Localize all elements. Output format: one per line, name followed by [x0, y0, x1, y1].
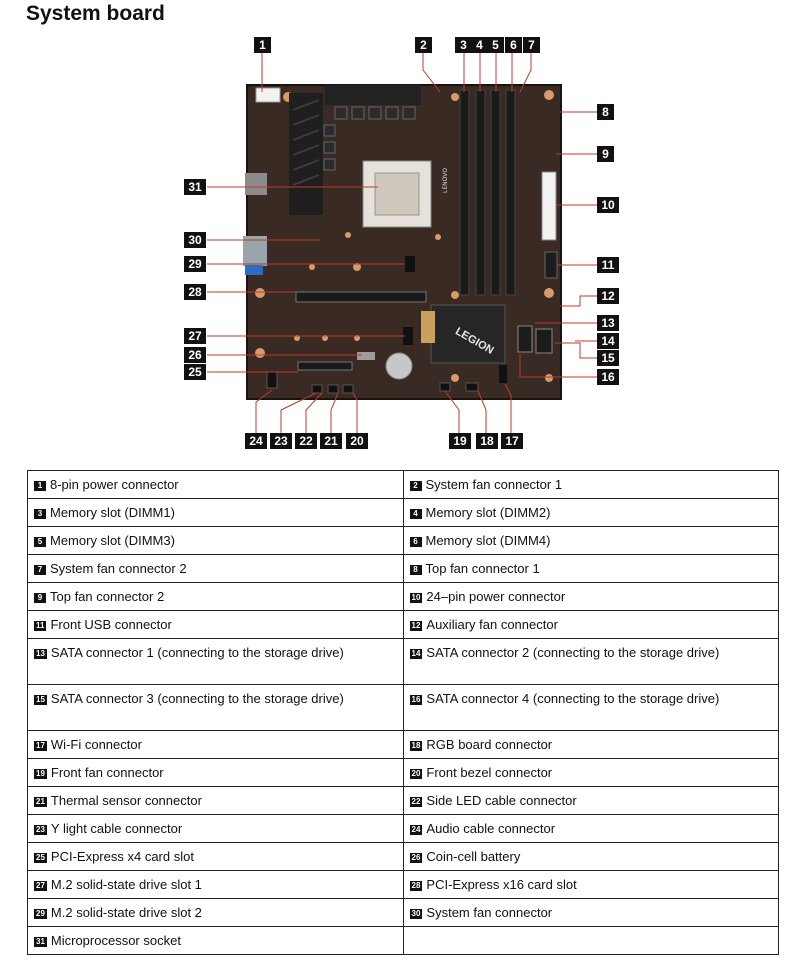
legend-row — [28, 927, 779, 955]
legend-number-badge: 9 — [34, 593, 46, 603]
legend-cell — [403, 583, 779, 611]
legend-cell — [28, 639, 404, 685]
callout-15: 15 — [597, 350, 619, 366]
legend-cell — [28, 843, 404, 871]
callout-19: 19 — [449, 433, 471, 449]
callout-31: 31 — [184, 179, 206, 195]
callout-1: 1 — [254, 37, 271, 53]
callout-5: 5 — [487, 37, 504, 53]
callout-3: 3 — [455, 37, 472, 53]
legend-description: Front fan connector — [50, 765, 164, 780]
callout-8: 8 — [597, 104, 614, 120]
pcie-x4-slot — [298, 362, 352, 370]
page-title: System board — [26, 2, 165, 25]
legend-number-badge: 3 — [34, 509, 46, 519]
legend-row — [28, 639, 779, 685]
callout-13: 13 — [597, 315, 619, 331]
callout-20: 20 — [346, 433, 368, 449]
callout-30: 30 — [184, 232, 206, 248]
pcie-x16-slot — [296, 292, 426, 302]
system-board-diagram — [0, 0, 799, 460]
component-legend-table — [27, 470, 779, 955]
callout-25: 25 — [184, 364, 206, 380]
legend-description: System fan connector — [426, 905, 553, 920]
legend-cell — [403, 843, 779, 871]
chipset-heatsink — [421, 305, 505, 363]
callout-4: 4 — [471, 37, 488, 53]
coin-cell-battery — [386, 353, 412, 379]
legend-cell — [28, 759, 404, 787]
legend-description: Memory slot (DIMM2) — [425, 505, 551, 520]
legend-number-badge: 19 — [36, 769, 45, 778]
legend-cell — [28, 527, 404, 555]
legend-row — [28, 843, 779, 871]
vrm-heatsink-top — [325, 85, 421, 105]
legend-description: Wi-Fi connector — [50, 737, 142, 752]
legend-cell — [28, 499, 404, 527]
legend-number-badge: 2 — [410, 481, 422, 491]
legend-cell — [28, 685, 404, 731]
legend-number-badge: 13 — [36, 649, 45, 658]
legend-row — [28, 555, 779, 583]
legend-row — [28, 583, 779, 611]
legend-description: Top fan connector 2 — [50, 589, 165, 604]
legend-cell — [28, 555, 404, 583]
legend-number-badge: 4 — [410, 509, 422, 519]
legend-number-badge: 8 — [410, 565, 422, 575]
legend-row — [28, 759, 779, 787]
legend-description: M.2 solid-state drive slot 2 — [50, 905, 202, 920]
legend-cell — [403, 899, 779, 927]
legend-number-badge: 14 — [411, 649, 421, 658]
legend-cell — [403, 639, 779, 685]
callout-29: 29 — [184, 256, 206, 272]
eight-pin-connector — [256, 88, 280, 102]
legend-description: SATA connector 2 (connecting to the storage drive) — [426, 645, 720, 660]
legend-description: PCI-Express x4 card slot — [50, 849, 194, 864]
legend-cell — [403, 685, 779, 731]
board-brand-label: LEGION — [453, 325, 496, 357]
callout-6: 6 — [505, 37, 522, 53]
legend-description: PCI-Express x16 card slot — [426, 877, 577, 892]
legend-description: Thermal sensor connector — [50, 793, 202, 808]
callout-24: 24 — [245, 433, 267, 449]
legend-number-badge: 1 — [34, 481, 46, 491]
legend-number-badge: 30 — [411, 909, 421, 918]
legend-cell — [403, 611, 779, 639]
legend-cell — [28, 731, 404, 759]
legend-number-badge: 20 — [411, 769, 421, 778]
legend-number-badge: 5 — [34, 537, 46, 547]
legend-number-badge: 11 — [36, 621, 45, 630]
legend-row — [28, 685, 779, 731]
legend-description: Audio cable connector — [426, 821, 556, 836]
legend-row — [28, 899, 779, 927]
legend-row — [28, 527, 779, 555]
legend-description: Coin-cell battery — [426, 849, 521, 864]
legend-number-badge: 25 — [36, 853, 45, 862]
legend-number-badge: 6 — [410, 537, 422, 547]
legend-row — [28, 471, 779, 499]
legend-number-badge: 26 — [411, 853, 421, 862]
legend-cell — [28, 787, 404, 815]
legend-number-badge: 12 — [411, 621, 421, 630]
callout-9: 9 — [597, 146, 614, 162]
legend-number-badge: 22 — [411, 797, 421, 806]
legend-cell — [28, 899, 404, 927]
legend-description: Memory slot (DIMM4) — [425, 533, 551, 548]
callout-14: 14 — [597, 333, 619, 349]
legend-cell — [403, 759, 779, 787]
legend-cell — [28, 927, 404, 955]
legend-number-badge: 29 — [36, 909, 45, 918]
legend-number-badge: 10 — [411, 593, 421, 602]
front-usb-header — [545, 252, 557, 278]
legend-row — [28, 871, 779, 899]
legend-number-badge: 23 — [36, 825, 45, 834]
legend-description: System fan connector 2 — [50, 561, 187, 576]
legend-row — [28, 787, 779, 815]
callout-23: 23 — [270, 433, 292, 449]
legend-cell — [403, 927, 779, 955]
legend-cell — [28, 583, 404, 611]
legend-cell — [28, 815, 404, 843]
legend-description: System fan connector 1 — [425, 477, 563, 492]
legend-number-badge: 24 — [411, 825, 421, 834]
legend-description: Memory slot (DIMM3) — [50, 533, 175, 548]
callout-28: 28 — [184, 284, 206, 300]
callout-10: 10 — [597, 197, 619, 213]
legend-number-badge: 15 — [36, 695, 45, 704]
twenty-four-pin-connector — [542, 172, 556, 240]
legend-number-badge: 7 — [34, 565, 46, 575]
legend-cell — [403, 471, 779, 499]
legend-description: SATA connector 4 (connecting to the storage drive) — [426, 691, 720, 706]
legend-row — [28, 499, 779, 527]
legend-number-badge: 31 — [36, 937, 45, 946]
legend-cell — [403, 731, 779, 759]
legend-cell — [28, 871, 404, 899]
legend-description: Side LED cable connector — [426, 793, 577, 808]
legend-number-badge: 28 — [411, 881, 421, 890]
legend-cell — [28, 471, 404, 499]
legend-row — [28, 731, 779, 759]
legend-cell — [403, 871, 779, 899]
legend-row — [28, 815, 779, 843]
legend-description: M.2 solid-state drive slot 1 — [50, 877, 202, 892]
socket-brand-label: LENOVO — [442, 168, 449, 193]
legend-number-badge: 27 — [36, 881, 45, 890]
legend-description: Front bezel connector — [426, 765, 553, 780]
legend-cell — [403, 555, 779, 583]
callout-26: 26 — [184, 347, 206, 363]
callout-17: 17 — [501, 433, 523, 449]
callout-16: 16 — [597, 369, 619, 385]
legend-cell — [403, 499, 779, 527]
legend-number-badge: 17 — [36, 741, 45, 750]
callout-2: 2 — [415, 37, 432, 53]
legend-cell — [403, 787, 779, 815]
legend-description: Top fan connector 1 — [425, 561, 540, 576]
legend-description: RGB board connector — [426, 737, 553, 752]
legend-row — [28, 611, 779, 639]
legend-description: 8-pin power connector — [50, 477, 179, 492]
legend-number-badge: 18 — [411, 741, 421, 750]
legend-description: Memory slot (DIMM1) — [50, 505, 175, 520]
callout-27: 27 — [184, 328, 206, 344]
legend-description: SATA connector 1 (connecting to the storage drive) — [50, 645, 344, 660]
callout-21: 21 — [320, 433, 342, 449]
legend-description: 24–pin power connector — [426, 589, 566, 604]
callout-12: 12 — [597, 288, 619, 304]
legend-description: Y light cable connector — [50, 821, 183, 836]
callout-11: 11 — [597, 257, 619, 273]
legend-number-badge: 21 — [36, 797, 45, 806]
callout-7: 7 — [523, 37, 540, 53]
callout-22: 22 — [295, 433, 317, 449]
legend-description: Microprocessor socket — [50, 933, 181, 948]
legend-cell — [28, 611, 404, 639]
legend-description: Front USB connector — [50, 617, 172, 632]
legend-cell — [403, 815, 779, 843]
legend-description: Auxiliary fan connector — [426, 617, 558, 632]
legend-number-badge: 16 — [411, 695, 421, 704]
legend-description: SATA connector 3 (connecting to the storage drive) — [50, 691, 344, 706]
callout-18: 18 — [476, 433, 498, 449]
legend-cell — [403, 527, 779, 555]
